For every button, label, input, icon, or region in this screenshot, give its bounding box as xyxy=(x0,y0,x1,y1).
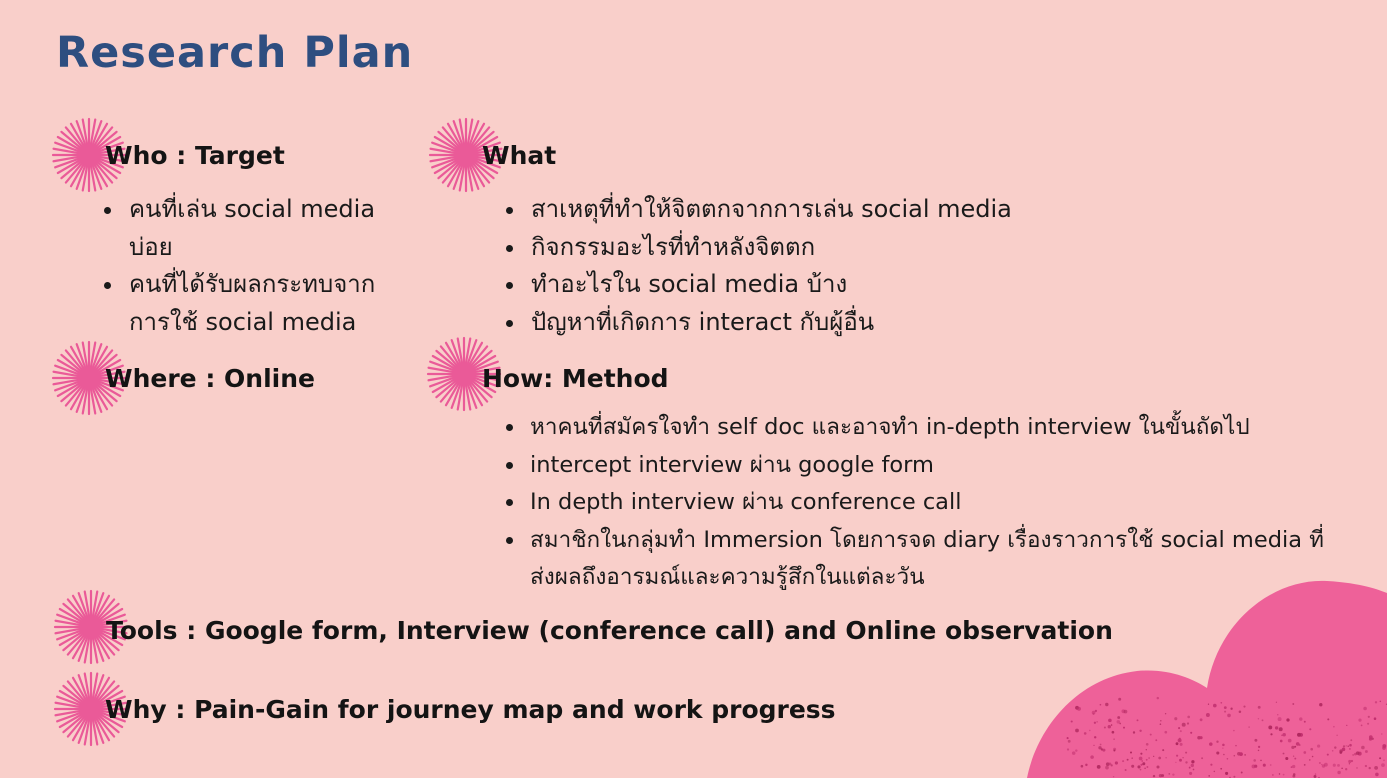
what-list xyxy=(501,191,1087,341)
list-item: • intercept interview ผ่าน google form xyxy=(526,447,1326,485)
where-heading: Where : Online xyxy=(105,364,315,393)
what-heading: What xyxy=(482,141,557,170)
list-item: • ปัญหาที่เกิดการ interact กับผู้อื่น xyxy=(527,304,1087,342)
list-item: • หาคนที่สมัครใจทำ self doc และอาจทำ in-depth interview ในขั้นถัดไป xyxy=(526,409,1326,447)
tools-heading: Tools : Google form, Interview (conference call) and Online observation xyxy=(106,616,1113,645)
list-item: • สมาชิกในกลุ่มทำ Immersion โดยการจด diary เรื่องราวการใช้ social media ที่ส่งผลถึงอารมณ์และความรู้สึกในแต่ละวัน xyxy=(526,522,1326,597)
who-heading: Who : Target xyxy=(105,141,285,170)
list-item: • คนที่ได้รับผลกระทบจากการใช้ social media xyxy=(125,266,415,341)
decorative-cloud-shape xyxy=(1027,578,1387,778)
who-list xyxy=(99,191,415,341)
how-list xyxy=(500,409,1326,597)
list-item: • ทำอะไรใน social media บ้าง xyxy=(527,266,1087,304)
how-heading: How: Method xyxy=(482,364,669,393)
list-item: • สาเหตุที่ทำให้จิตตกจากการเล่น social media xyxy=(527,191,1087,229)
list-item: • กิจกรรมอะไรที่ทำหลังจิตตก xyxy=(527,229,1087,267)
list-item: • คนที่เล่น social media บ่อย xyxy=(125,191,415,266)
why-heading: Why : Pain-Gain for journey map and work progress xyxy=(105,695,836,724)
list-item: • In depth interview ผ่าน conference call xyxy=(526,484,1326,522)
page-title: Research Plan xyxy=(56,28,414,78)
